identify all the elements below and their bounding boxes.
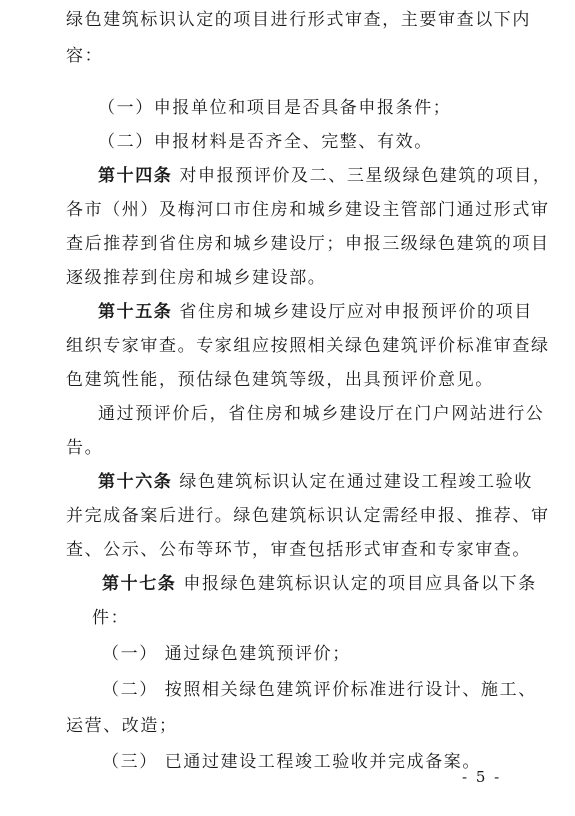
line-text: 查、公示、公布等环节，审查包括形式审查和专家审查。: [66, 540, 531, 560]
line-text: 绿色建筑标识认定的项目进行形式审查，主要审查以下内: [66, 10, 531, 30]
text-line: [66, 234, 550, 254]
line-text: 告。: [66, 438, 104, 458]
line-text: 绿色建筑标识认定在通过建设工程竣工验收: [179, 472, 533, 492]
line-text: （一） 通过绿色建筑预评价；: [102, 644, 351, 664]
text-line: [102, 752, 481, 772]
article-16-heading: 第十六条: [98, 472, 173, 492]
line-text: 申报绿色建筑标识认定的项目应具备以下条: [183, 574, 537, 594]
text-line: [66, 540, 531, 560]
page-number: - 5 -: [462, 768, 502, 786]
text-line: [102, 680, 537, 700]
line-text: （三） 已通过建设工程竣工验收并完成备案。: [102, 752, 482, 772]
article-17-heading: 第十七条: [102, 574, 177, 594]
text-line: [66, 438, 103, 458]
text-line: [66, 268, 326, 288]
line-text: 组织专家审查。专家组应按照相关绿色建筑评价标准审查绿: [66, 336, 550, 356]
text-line: [66, 716, 178, 736]
line-text: （一）申报单位和项目是否具备申报条件；: [98, 98, 452, 118]
article-14-line: [98, 166, 551, 186]
line-text: 并完成备案后进行。绿色建筑标识认定需经申报、推荐、审: [66, 506, 550, 526]
line-text: 运营、改造；: [66, 716, 178, 736]
line-text: 容：: [66, 46, 104, 66]
line-text: （二） 按照相关绿色建筑评价标准进行设计、施工、: [102, 680, 537, 700]
text-line: [66, 46, 103, 66]
text-line: [98, 404, 544, 424]
line-text: 通过预评价后，省住房和城乡建设厅在门户网站进行公: [98, 404, 545, 424]
line-text: （二）申报材料是否齐全、完整、有效。: [98, 132, 433, 152]
line-text: 件：: [92, 608, 130, 628]
text-line: [98, 98, 451, 118]
line-text: 逐级推荐到住房和城乡建设部。: [66, 268, 327, 288]
line-text: 色建筑性能，预估绿色建筑等级，出具预评价意见。: [66, 370, 494, 390]
article-17-line: [102, 574, 537, 594]
article-14-heading: 第十四条: [98, 166, 173, 186]
line-text: 各市（州）及梅河口市住房和城乡建设主管部门通过形式审: [66, 200, 550, 220]
line-text: 查后推荐到省住房和城乡建设厅；申报三级绿色建筑的项目: [66, 234, 550, 254]
line-text: 省住房和城乡建设厅应对申报预评价的项目: [179, 302, 533, 322]
text-line: [66, 370, 494, 390]
article-15-line: [98, 302, 533, 322]
text-line: [66, 336, 550, 356]
article-15-heading: 第十五条: [98, 302, 173, 322]
text-line: [66, 506, 550, 526]
article-16-line: [98, 472, 533, 492]
text-line: [102, 644, 351, 664]
text-line: [98, 132, 433, 152]
line-text: 对申报预评价及二、三星级绿色建筑的项目，: [179, 166, 552, 186]
text-line: [92, 608, 129, 628]
text-line: [66, 10, 531, 30]
text-line: [66, 200, 550, 220]
